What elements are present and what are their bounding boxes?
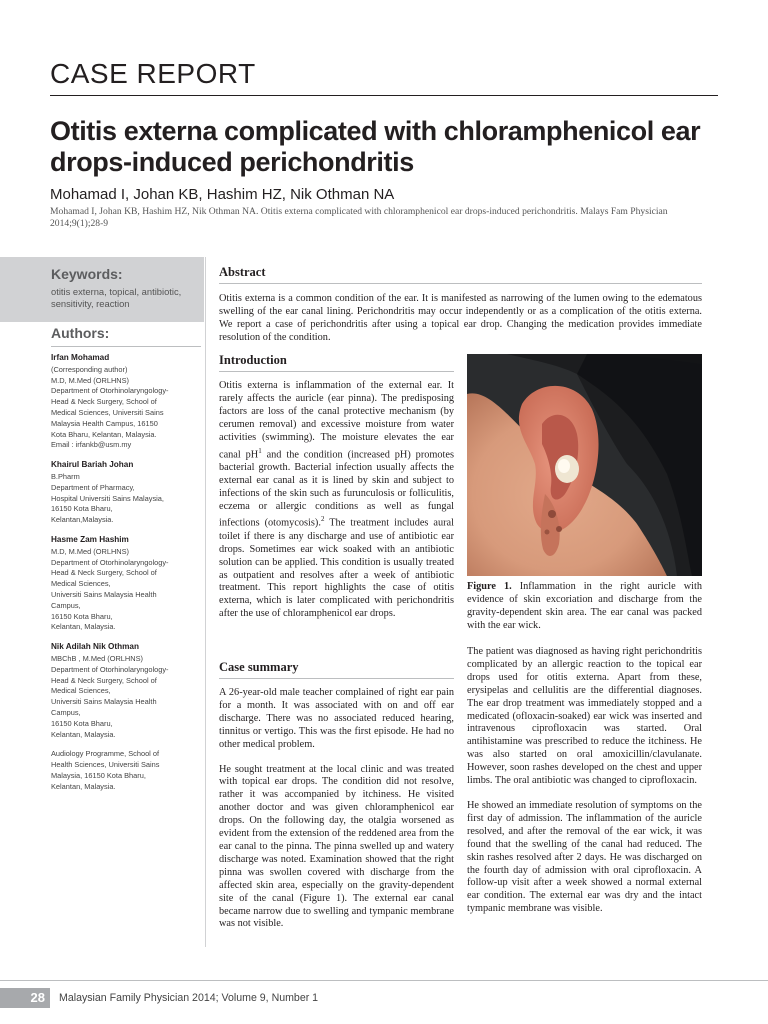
- author-affiliation-line: MBChB , M.Med (ORLHNS): [51, 653, 143, 663]
- figure-caption: [467, 581, 702, 633]
- author-affiliation-line: Kelantan, Malaysia.: [51, 622, 116, 632]
- author-affiliation-line: Universiti Sains Malaysia Health: [51, 589, 157, 599]
- author-affiliation-line: Medical Sciences,: [51, 686, 111, 696]
- author-affiliation-line: Department of Otorhinolaryngology-: [51, 557, 169, 567]
- author-affiliation-line: 16150 Kota Bharu,: [51, 504, 113, 514]
- reference-mark: 1: [258, 446, 262, 455]
- paragraph: He sought treatment at the local clinic and was treated with topical ear drops. The condition did not resolve, rather it was accompanied by itchiness. He visited another doctor and was given chloramphenicol ear drops. On the following day, the otalgia worsened as evident from the extension of the reddened area from the ear canal to the pinna. The pinna swelled up and watery discharge was noted. Examination showed that the right pinna was swollen covered with discharge from the affected skin area, especially on the gravity-dependent site of the canal (Figure 1). The external ear canal became narrow due to swelling and tympanic membrane was not visible.: [219, 763, 454, 930]
- author-affiliation-line: Kelantan, Malaysia.: [51, 729, 116, 739]
- author-name: Nik Adilah Nik Othman: [51, 642, 139, 652]
- author-block: [51, 460, 203, 526]
- ear-photo-illustration: [467, 354, 702, 576]
- author-affiliation-line: Medical Sciences, Universiti Sains: [51, 407, 164, 417]
- case-summary-divider: [219, 678, 454, 679]
- author-affiliation-line: Department of Otorhinolaryngology-: [51, 386, 169, 396]
- section-label: CASE REPORT: [50, 58, 256, 89]
- author-affiliation-line: Medical Sciences,: [51, 579, 111, 589]
- figure-label: Figure 1.: [467, 581, 512, 592]
- author-affiliation-line: Malaysia, 16150 Kota Bharu,: [51, 770, 146, 780]
- author-affiliation-line: Email : irfankb@usm.my: [51, 440, 132, 450]
- author-affiliation-line: 16150 Kota Bharu,: [51, 611, 113, 621]
- intro-text-part: and the condition (increased pH) promotes bacterial growth. Bacterial infection usually affects the external ear canal as it is lined by skin and subject to infections of the skin such as furunculosis or folliculitis, eczema or allergic conditions as well as fungal infections (otomycosis).: [219, 448, 454, 529]
- paragraph: A 26-year-old male teacher complained of right ear pain for a month. It was associated with on and off ear discharge. There was no associated reduced hearing, tinnitus or vertigo. This was the first episode. He had no other medical problem.: [219, 687, 454, 750]
- abstract-text: Otitis externa is a common condition of the ear. It is manifested as narrowing of the lumen owing to the edematous swelling of the ear canal lining. Perichondritis may occur independently or as a complication of the otitis externa. We report a case of perichondritis after using a topical ear drop. Changing the medication provides immediate resolution of the condition.: [219, 293, 702, 343]
- author-affiliation-line: Department of Pharmacy,: [51, 482, 135, 492]
- author-affiliation-line: Head & Neck Surgery, School of: [51, 568, 157, 578]
- author-block: [51, 749, 203, 792]
- author-name: Hasme Zam Hashim: [51, 534, 129, 544]
- author-affiliation-line: M.D, M.Med (ORLHNS): [51, 546, 130, 556]
- author-affiliation-line: (Corresponding author): [51, 364, 128, 374]
- author-affiliation-line: 16150 Kota Bharu,: [51, 718, 113, 728]
- author-affiliation-line: Kota Bharu, Kelantan, Malaysia.: [51, 429, 157, 439]
- author-affiliation-line: Kelantan, Malaysia.: [51, 781, 116, 791]
- keywords-heading: Keywords:: [51, 266, 123, 282]
- abstract-divider: [219, 283, 702, 284]
- paragraph: The patient was diagnosed as having right perichondritis complicated by an allergic reaction to the topical ear drops used for otitis externa. Apart from these, erysipelas and cellulitis are the differential diagnoses. The ear drop treatment was immediately stopped and a medicated (ofloxacin-soaked) ear wick was inserted and intravenous ciprofloxacin was started. Oral antihistamine was prescribed to reduce the itchiness. He was also started on oral amoxicillin/clavulanate. However, soon rashes developed on the chest and upper limbs. The oral antibiotic was changed to ciprofloxacin.: [467, 646, 702, 787]
- author-affiliation-line: Audiology Programme, School of: [51, 749, 160, 759]
- paper-title: Otitis externa complicated with chloramphenicol ear drops-induced perichondritis: [50, 116, 701, 177]
- title-divider: [50, 95, 718, 96]
- authors-divider: [51, 346, 201, 347]
- author-affiliation-line: M.D, M.Med (ORLHNS): [51, 375, 130, 385]
- author-affiliation-line: Head & Neck Surgery, School of: [51, 397, 157, 407]
- author-name: Irfan Mohamad: [51, 353, 110, 362]
- abstract-heading: Abstract: [219, 265, 266, 279]
- footer-divider: [0, 980, 768, 981]
- author-affiliation-line: Kelantan,Malaysia.: [51, 515, 114, 525]
- introduction-text: [219, 380, 454, 621]
- citation: Mohamad I, Johan KB, Hashim HZ, Nik Othman NA. Otitis externa complicated with chloramphenicol ear drops-induced perichondritis. Malays Fam Physician 2014;9(1);28-9: [50, 206, 668, 229]
- author-affiliation-line: Health Sciences, Universiti Sains: [51, 760, 160, 770]
- author-affiliation-line: Campus,: [51, 600, 81, 610]
- author-affiliation-line: Universiti Sains Malaysia Health: [51, 697, 157, 707]
- case-summary-heading: Case summary: [219, 660, 299, 674]
- intro-text-part: The treatment includes aural toilet if there is any discharge and use of antibiotic ear drops. Sometimes ear wick soaked with an antibiotic solution can be applied. This condition is usually treated as outpatient and resolves after a week of antibiotic treatment. This report highlights the case of otitis externa, which is later complicated with perichondritis after the use of chloramphenicol ear drops.: [219, 517, 454, 620]
- introduction-divider: [219, 371, 454, 372]
- author-affiliation-line: Malaysia Health Campus, 16150: [51, 418, 158, 428]
- reference-mark: 2: [320, 515, 325, 524]
- author-affiliation-line: Department of Otorhinolaryngology-: [51, 664, 169, 674]
- page-number: 28: [30, 990, 45, 1005]
- author-affiliation-line: Head & Neck Surgery, School of: [51, 675, 157, 685]
- discussion-text: [467, 646, 702, 928]
- case-summary-text: [219, 687, 454, 943]
- keywords-list: otitis externa, topical, antibiotic, sensitivity, reaction: [51, 286, 182, 309]
- figure-1-photo: [467, 354, 702, 576]
- author-affiliation-line: Campus,: [51, 707, 81, 717]
- author-block: [51, 353, 203, 451]
- author-name: Khairul Bariah Johan: [51, 460, 134, 470]
- column-divider: [205, 257, 206, 947]
- author-affiliation-line: Hospital Universiti Sains Malaysia,: [51, 493, 164, 503]
- intro-text-part: Otitis externa is inflammation of the external ear. It rarely affects the auricle (ear pinna). The predisposing factors are loss of the canal protective mechanism (by cerumen removal) and excessive moisture from water activities (swimming). The moisture elevates the ear canal pH: [219, 380, 454, 460]
- authors-heading: Authors:: [51, 325, 110, 341]
- author-affiliations: [51, 353, 203, 801]
- figure-caption-text: Inflammation in the right auricle with evidence of skin excoriation and discharge from the gravity-dependent skin area. The ear canal was packed with the ear wick.: [467, 581, 703, 631]
- author-block: [51, 642, 203, 740]
- journal-footer: Malaysian Family Physician 2014; Volume 9, Number 1: [59, 992, 319, 1004]
- paragraph: He showed an immediate resolution of symptoms on the first day of admission. The inflammation of the auricle resolved, and after the removal of the ear wick, it was found that the swelling of the canal had reduced. The skin rashes resolved after 2 days. He was discharged on the fourth day of admission with oral ciprofloxacin. A follow-up visit after a week showed a normal external ear condition. The external ear was dry and the intact tympanic membrane was visible.: [467, 799, 702, 915]
- author-affiliation-line: B.Pharm: [51, 471, 80, 481]
- introduction-heading: Introduction: [219, 353, 287, 367]
- author-block: [51, 535, 203, 633]
- author-line: Mohamad I, Johan KB, Hashim HZ, Nik Othman NA: [50, 186, 395, 203]
